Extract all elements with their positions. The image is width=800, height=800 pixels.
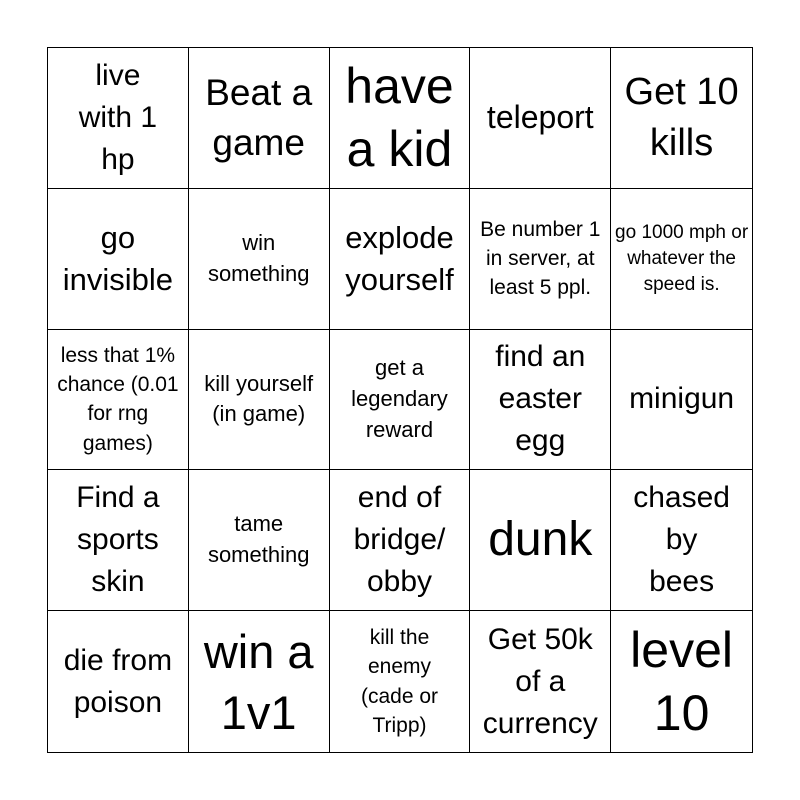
bingo-board — [47, 47, 753, 753]
bingo-cell-r2c3[interactable] — [330, 189, 471, 330]
bingo-cell-r2c2[interactable] — [189, 189, 330, 330]
cell-text: less that 1% chance (0.01 for rng games) — [57, 343, 179, 455]
cell-text: live with 1 hp — [78, 58, 158, 176]
cell-text: Get 10 kills — [624, 70, 739, 164]
bingo-cell-r1c1[interactable] — [48, 48, 189, 189]
bingo-cell-r1c3[interactable] — [330, 48, 471, 189]
bingo-cell-r5c4[interactable] — [470, 611, 611, 752]
bingo-cell-r5c3[interactable] — [330, 611, 471, 752]
cell-text: kill yourself (in game) — [204, 370, 314, 427]
bingo-cell-r1c5[interactable] — [611, 48, 752, 189]
bingo-cell-r4c5[interactable] — [611, 470, 752, 611]
cell-text: kill the enemy (cade or Tripp) — [360, 625, 439, 737]
cell-text: explode yourself — [345, 219, 454, 297]
cell-text: have a kid — [345, 58, 454, 177]
bingo-cell-r2c4[interactable] — [470, 189, 611, 330]
cell-text: dunk — [488, 513, 593, 567]
cell-text: get a legendary reward — [351, 355, 448, 442]
bingo-cell-r3c2[interactable] — [189, 330, 330, 471]
cell-text: Be number 1 in server, at least 5 ppl. — [480, 217, 601, 300]
cell-text: Get 50k of a currency — [482, 622, 598, 740]
bingo-cell-r2c5[interactable] — [611, 189, 752, 330]
bingo-cell-r3c1[interactable] — [48, 330, 189, 471]
bingo-cell-r4c1[interactable] — [48, 470, 189, 611]
bingo-cell-r3c5[interactable] — [611, 330, 752, 471]
bingo-cell-r3c3[interactable] — [330, 330, 471, 471]
cell-text: go invisible — [62, 219, 174, 297]
bingo-cell-r5c2[interactable] — [189, 611, 330, 752]
bingo-cell-r3c4[interactable] — [470, 330, 611, 471]
cell-text: minigun — [629, 382, 735, 416]
cell-text: chased by bees — [633, 481, 730, 599]
bingo-cell-r1c4[interactable] — [470, 48, 611, 189]
bingo-cell-r2c1[interactable] — [48, 189, 189, 330]
cell-text: end of bridge/ obby — [353, 481, 446, 599]
cell-text: tame something — [207, 511, 310, 568]
cell-text: die from poison — [63, 643, 173, 719]
bingo-cell-r5c5[interactable] — [611, 611, 752, 752]
cell-text: win something — [207, 229, 310, 286]
bingo-cell-r4c3[interactable] — [330, 470, 471, 611]
cell-text: Find a sports skin — [76, 481, 160, 599]
bingo-cell-r5c1[interactable] — [48, 611, 189, 752]
cell-text: Beat a game — [205, 71, 313, 163]
cell-text: win a 1v1 — [203, 624, 314, 739]
cell-text: teleport — [486, 99, 594, 136]
bingo-cell-r4c4[interactable] — [470, 470, 611, 611]
cell-text: find an easter egg — [495, 340, 586, 458]
bingo-cell-r1c2[interactable] — [189, 48, 330, 189]
bingo-cell-r4c2[interactable] — [189, 470, 330, 611]
cell-text: level 10 — [630, 622, 734, 741]
cell-text: go 1000 mph or whatever the speed is. — [615, 222, 749, 295]
